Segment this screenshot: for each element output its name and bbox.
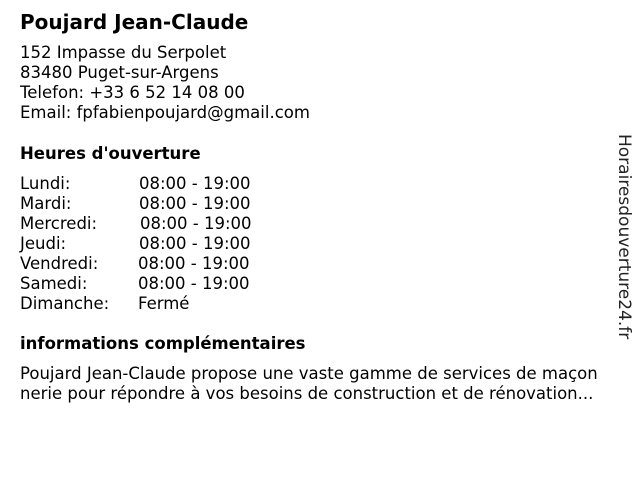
email-address: Email: fpfabienpoujard@gmail.com xyxy=(20,103,310,122)
opening-hours-heading: Heures d'ouverture xyxy=(20,144,201,163)
time-range: 08:00 - 19:00 xyxy=(139,234,251,253)
city-postcode: 83480 Puget-sur-Argens xyxy=(20,63,219,82)
description-line: nerie pour répondre à vos besoins de construction et de rénovation... xyxy=(20,384,594,403)
site-watermark: Horairesdouverture24.fr xyxy=(614,134,634,340)
description-line: Poujard Jean-Claude propose une vaste gamme de services de maçon xyxy=(20,364,598,383)
time-range: 08:00 - 19:00 xyxy=(138,254,250,273)
day-label: Mercredi: xyxy=(20,214,98,233)
business-name: Poujard Jean-Claude xyxy=(20,10,249,34)
contact-details xyxy=(20,43,310,123)
time-range: 08:00 - 19:00 xyxy=(139,194,251,213)
day-label: Mardi: xyxy=(20,194,72,213)
day-label: Lundi: xyxy=(20,174,71,193)
additional-info-text xyxy=(20,364,598,404)
additional-info-heading: informations complémentaires xyxy=(20,334,306,353)
day-label: Dimanche: xyxy=(20,294,110,313)
phone-number: Telefon: +33 6 52 14 08 00 xyxy=(20,83,245,102)
street-address: 152 Impasse du Serpolet xyxy=(20,43,227,62)
time-range: 08:00 - 19:00 xyxy=(139,174,251,193)
time-range: 08:00 - 19:00 xyxy=(140,214,252,233)
time-range: 08:00 - 19:00 xyxy=(138,274,250,293)
time-range: Fermé xyxy=(138,294,190,313)
day-label: Vendredi: xyxy=(20,254,99,273)
day-label: Jeudi: xyxy=(20,234,67,253)
day-label: Samedi: xyxy=(20,274,88,293)
